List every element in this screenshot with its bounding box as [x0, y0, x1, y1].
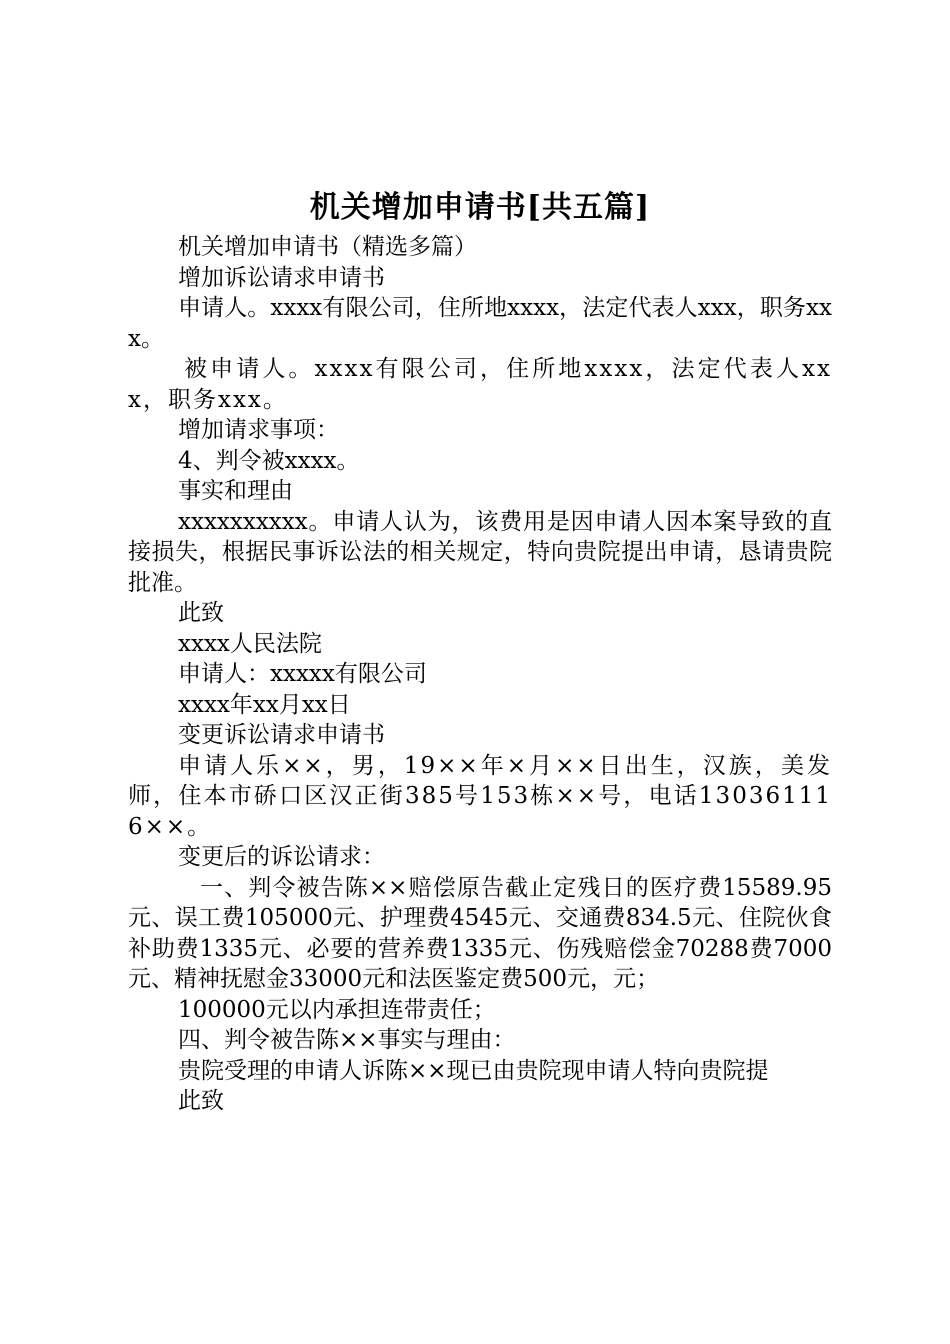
paragraph-court-accepted: 贵院受理的申请人诉陈××现已由贵院现申请人特向贵院提 [178, 1057, 769, 1084]
paragraph-respondent: 被申请人。xxxx有限公司，住所地xxxx，法定代表人xxx，职务xxx。 [128, 356, 832, 413]
paragraph-salutation: 此致 [178, 600, 224, 626]
paragraph-changed-claims-heading: 变更后的诉讼请求： [178, 844, 385, 870]
paragraph-applicant: 申请人。xxxx有限公司，住所地xxxx，法定代表人xxx，职务xxx。 [128, 295, 832, 352]
paragraph-applicant-details: 申请人乐××，男，19××年×月××日出生，汉族，美发师，住本市硚口区汉正街385号153栋××号，电话130361116××。 [128, 752, 832, 840]
paragraph-subtitle: 机关增加申请书（精选多篇） [178, 234, 477, 260]
paragraph-signature: 申请人：xxxxx有限公司 [178, 661, 427, 687]
paragraph-salutation-2: 此致 [178, 1088, 224, 1114]
paragraph-court: xxxx人民法院 [178, 630, 322, 657]
paragraph-date: xxxx年xx月xx日 [178, 691, 351, 718]
paragraph-claim-4: 四、判令被告陈××事实与理由： [178, 1027, 516, 1053]
paragraph-heading-change-claim: 变更诉讼请求申请书 [178, 722, 385, 748]
paragraph-facts-body: xxxxxxxxxx。申请人认为，该费用是因申请人因本案导致的直接损失，根据民事诉讼法的相关规定，特向贵院提出申请，恳请贵院批准。 [128, 508, 832, 596]
paragraph-claim-items-heading: 增加请求事项： [178, 417, 339, 443]
paragraph-heading-add-claim: 增加诉讼请求申请书 [178, 264, 385, 291]
paragraph-joint-liability: 100000元以内承担连带责任； [178, 996, 496, 1023]
document-title: 机关增加申请书[共五篇] [309, 190, 651, 225]
paragraph-changed-claim-1: 一、判令被告陈××赔偿原告截止定残日的医疗费15589.95元、误工费105000元、护理费4545元、交通费834.5元、住院伙食补助费1335元、必要的营养费1335元、伤残赔偿金70288费7000元、精神抚慰金33000元和法医鉴定费500元，元； [128, 874, 832, 992]
paragraph-claim-item-4: 4、判令被xxxx。 [178, 447, 360, 474]
paragraph-facts-heading: 事实和理由 [178, 478, 293, 504]
document-page [128, 186, 832, 1117]
